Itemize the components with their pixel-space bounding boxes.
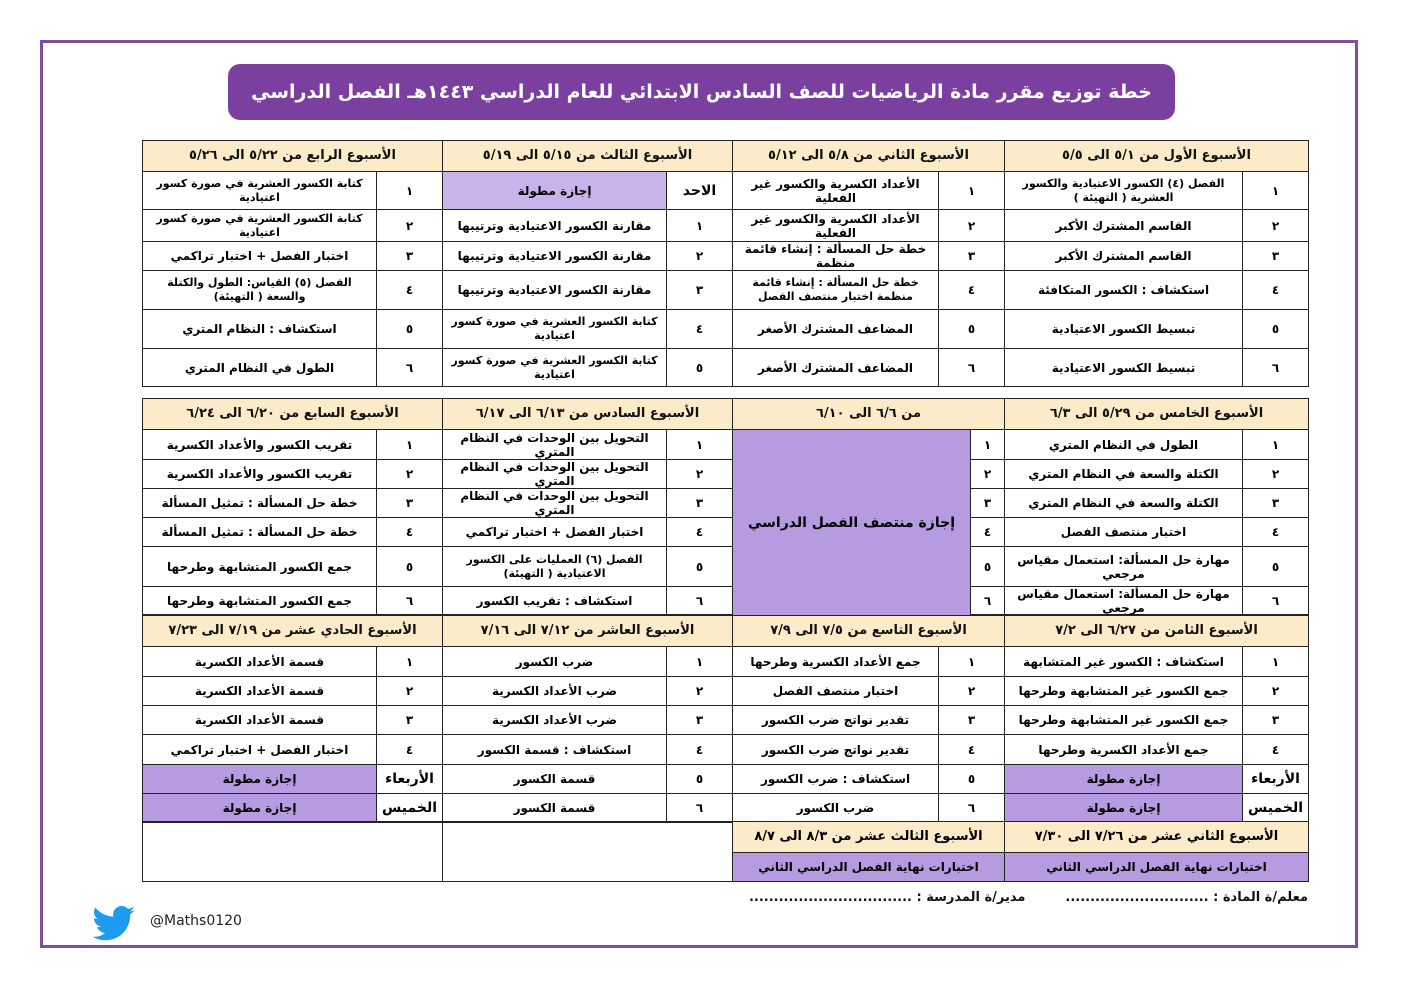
week-block [442,140,732,387]
lesson-title: إجازة مطولة [443,172,666,209]
week-block [442,398,732,615]
lesson-row [733,271,1004,310]
lesson-title: تقريب الكسور والأعداد الكسرية [166,437,353,452]
footer-signatures [749,890,1308,905]
lesson-number: ١ [376,430,442,459]
lesson-title: خطة حل المسألة : إنشاء قائمة منظمة [744,242,927,270]
week-header: الأسبوع الخامس من ٥/٢٩ الى ٦/٣ [1005,399,1308,430]
lesson-title: تبسيط الكسور الاعتيادية [1051,322,1196,336]
lesson-title: الكتلة والسعة في النظام المتري [1028,496,1219,510]
lesson-number: ٦ [938,794,1004,822]
week-header: الأسبوع الأول من ٥/١ الى ٥/٥ [1005,141,1308,172]
lesson-number: الخميس [376,794,442,822]
lesson-row [143,706,442,735]
lesson-title: اختبار منتصف الفصل [772,684,899,698]
lesson-number: ٥ [938,310,1004,348]
lesson-title: قسمة الكسور [513,801,596,815]
lesson-row [443,271,732,310]
principal-signature: مدير/ة المدرسة : ................................. [748,890,1026,905]
lesson-row [443,242,732,271]
lesson-number: ١ [1242,172,1308,209]
lesson-row [1005,242,1308,271]
lesson-row [1005,647,1308,677]
empty-cell [442,821,732,882]
lesson-title: ضرب الكسور [515,654,594,669]
lesson-title: قسمة الأعداد الكسرية [194,713,325,727]
lesson-row [1005,735,1308,765]
lesson-number: ٣ [666,489,732,517]
lesson-title: كتابة الكسور العشرية في صورة كسور اعتيادية [451,353,658,381]
lesson-number: ٤ [1242,735,1308,764]
week-header: الأسبوع الثالث من ٥/١٥ الى ٥/١٩ [443,141,732,172]
lesson-row [733,210,1004,242]
day-number: ٢ [970,460,1004,488]
week-header: الأسبوع الحادي عشر من ٧/١٩ الى ٧/٢٣ [143,616,442,647]
week-block [142,140,442,387]
lesson-row [1005,518,1308,547]
lesson-title: جمع الأعداد الكسرية وطرحها [750,654,921,669]
lesson-row [443,547,732,587]
lesson-title: مقارنة الكسور الاعتيادية وترتيبها [457,283,652,297]
lesson-title: خطة حل المسألة : تمثيل المسألة [161,525,358,539]
lesson-number: ٦ [1242,349,1308,386]
week-header: الأسبوع التاسع من ٧/٥ الى ٧/٩ [733,616,1004,647]
lesson-number: ٣ [666,271,732,309]
lesson-row [143,460,442,489]
lesson-number: ١ [666,647,732,676]
lesson-title: مقارنة الكسور الاعتيادية وترتيبها [457,249,652,263]
twitter-handle: @Maths0120 [150,913,242,929]
lesson-number: ٤ [1242,271,1308,309]
lesson-row [143,242,442,271]
empty-cell [142,821,442,882]
lesson-row [143,489,442,518]
exam-block [1004,821,1309,882]
lesson-title: الفصل (٤) الكسور الاعتيادية والكسور العشرية ( التهيئة ) [1022,176,1225,204]
lesson-number: ٦ [376,349,442,386]
lesson-title: اختبار الفصل + اختبار تراكمي [170,742,349,757]
lesson-number: ٢ [376,460,442,488]
lesson-number: الخميس [1242,794,1308,822]
lesson-title: المضاعف المشترك الأصغر [758,360,913,375]
lesson-title: إجازة مطولة [1086,801,1161,815]
week-header: الأسبوع الثاني عشر من ٧/٢٦ الى ٧/٣٠ [1005,822,1308,853]
lesson-row [733,242,1004,271]
lesson-number: ٣ [938,242,1004,270]
lesson-row [1005,349,1308,387]
lesson-number: ٢ [376,677,442,705]
lesson-row [1005,547,1308,587]
week-header: الأسبوع الثامن من ٦/٢٧ الى ٧/٢ [1005,616,1308,647]
lesson-row [143,172,442,210]
lesson-title: جمع الكسور غير المتشابهة وطرحها [1018,684,1229,698]
day-number: ٦ [970,587,1004,614]
lesson-row [1005,271,1308,310]
lesson-row [443,460,732,489]
lesson-title: مهارة حل المسألة: استعمال مقياس مرجعي [1017,552,1230,581]
lesson-title: الكتلة والسعة في النظام المتري [1028,467,1219,481]
lesson-number: ٥ [666,547,732,586]
lesson-title: قسمة الكسور [513,772,596,786]
lesson-title: الفصل (٥) القياس: الطول والكتلة والسعة ( التهيئة) [167,276,352,303]
lesson-row [733,647,1004,677]
lesson-row [443,210,732,242]
week-header: من ٦/٦ الى ٦/١٠ [733,399,1004,430]
lesson-number: ٦ [376,587,442,614]
lesson-title: القاسم المشترك الأكبر [1055,218,1192,233]
lesson-title: استكشاف : الكسور المتكافئة [1037,283,1210,297]
lesson-row [1005,172,1308,210]
lesson-row [143,794,442,823]
lesson-number: ٦ [938,349,1004,386]
lesson-number: ٢ [666,677,732,705]
lesson-title: جمع الأعداد الكسرية وطرحها [1038,742,1209,757]
lesson-row [733,172,1004,210]
teacher-signature: معلم/ة المادة : ............................. [1065,890,1308,905]
week-header: الأسبوع العاشر من ٧/١٢ الى ٧/١٦ [443,616,732,647]
lesson-number: الأربعاء [1242,765,1308,793]
lesson-number: ٥ [376,310,442,348]
lesson-number: ٣ [1242,489,1308,517]
lesson-number: ٢ [376,210,442,241]
lesson-row [733,310,1004,349]
lesson-number: ٤ [376,518,442,546]
lesson-row [443,735,732,765]
lesson-number: ٣ [938,706,1004,734]
lesson-row [443,489,732,518]
lesson-title: استكشاف : النظام المتري [182,322,337,336]
mid-break-block [732,398,1004,615]
lesson-row [1005,587,1308,615]
lesson-row [1005,210,1308,242]
mid-break-numbers [970,430,1004,615]
lesson-title: مهارة حل المسألة: استعمال مقياس مرجعي [1017,586,1230,615]
lesson-title: اختبار منتصف الفصل [1060,525,1187,539]
lesson-title: التحويل بين الوحدات في النظام المتري [460,430,649,459]
lesson-title: ضرب الأعداد الكسرية [492,713,617,727]
lesson-number: ١ [938,172,1004,209]
week-block [1004,615,1309,823]
lesson-number: ١ [938,647,1004,676]
lesson-number: ٤ [376,271,442,309]
lesson-title: الطول في النظام المتري [1048,437,1199,452]
exam-label: اختبارات نهاية الفصل الدراسي الثاني [733,853,1004,882]
week-block [1004,140,1309,387]
lesson-row [733,765,1004,794]
lesson-title: تقدير نواتج ضرب الكسور [761,742,910,757]
week-block [732,140,1004,387]
lesson-row [143,587,442,615]
lesson-number: ٢ [938,677,1004,705]
lesson-number: ٥ [666,765,732,793]
lesson-number: ٢ [1242,677,1308,705]
lesson-title: استكشاف : قسمة الكسور [477,742,632,757]
lesson-title: الطول في النظام المتري [184,360,335,375]
lesson-row [143,765,442,794]
lesson-number: ٣ [376,706,442,734]
lesson-title: تبسيط الكسور الاعتيادية [1051,360,1196,375]
week-block [142,398,442,615]
lesson-title: مقارنة الكسور الاعتيادية وترتيبها [457,218,652,233]
lesson-row [443,647,732,677]
lesson-number: الأربعاء [376,765,442,793]
lesson-number: ١ [1242,430,1308,459]
exam-label: اختبارات نهاية الفصل الدراسي الثاني [1005,853,1308,882]
lesson-number: ٥ [1242,547,1308,586]
lesson-number: ٣ [376,489,442,517]
lesson-number: ٣ [376,242,442,270]
lesson-title: الأعداد الكسرية والكسور غير الفعلية [751,176,920,205]
week-header: الأسبوع السابع من ٦/٢٠ الى ٦/٢٤ [143,399,442,430]
lesson-row [143,547,442,587]
lesson-row [143,647,442,677]
week-header: الأسبوع الثالث عشر من ٨/٣ الى ٨/٧ [733,822,1004,853]
lesson-number: ٢ [1242,460,1308,488]
lesson-number: ٤ [376,735,442,764]
lesson-title: استكشاف : تقريب الكسور [476,593,633,608]
lesson-number: ٤ [938,735,1004,764]
lesson-title: جمع الكسور المتشابهة وطرحها [167,559,352,574]
lesson-row [143,349,442,387]
lesson-row [1005,706,1308,735]
lesson-number: ٥ [666,349,732,386]
lesson-number: ٦ [666,794,732,822]
lesson-title: استكشاف : ضرب الكسور [760,772,911,786]
lesson-title: كتابة الكسور العشرية في صورة كسور اعتيادية [156,211,363,239]
lesson-number: الاحد [666,172,732,209]
lesson-number: ٥ [1242,310,1308,348]
lesson-row [143,735,442,765]
week-header: الأسبوع الثاني من ٥/٨ الى ٥/١٢ [733,141,1004,172]
lesson-row [143,430,442,460]
week-header: الأسبوع السادس من ٦/١٣ الى ٦/١٧ [443,399,732,430]
lesson-row [1005,460,1308,489]
lesson-number: ٥ [376,547,442,586]
lesson-title: استكشاف : الكسور غير المتشابهة [1023,654,1224,669]
lesson-row [1005,677,1308,706]
lesson-title: خطة حل المسألة : تمثيل المسألة [161,496,358,510]
lesson-title: قسمة الأعداد الكسرية [194,654,325,669]
lesson-title: خطة حل المسألة : إنشاء قائمة منظمة اختبار منتصف الفصل [752,276,919,303]
exam-block [732,821,1004,882]
lesson-title: جمع الكسور غير المتشابهة وطرحها [1018,713,1229,727]
lesson-row [1005,430,1308,460]
lesson-row [733,735,1004,765]
day-number: ١ [970,430,1004,459]
lesson-title: كتابة الكسور العشرية في صورة كسور اعتيادية [156,176,363,204]
lesson-number: ٣ [1242,242,1308,270]
day-number: ٥ [970,547,1004,586]
lesson-row [143,310,442,349]
lesson-row [443,349,732,387]
lesson-number: ٤ [938,271,1004,309]
lesson-title: كتابة الكسور العشرية في صورة كسور اعتيادية [451,315,658,342]
lesson-row [143,518,442,547]
lesson-number: ١ [666,210,732,241]
week-header: الأسبوع الرابع من ٥/٢٢ الى ٥/٢٦ [143,141,442,172]
lesson-number: ٢ [666,460,732,488]
lesson-title: إجازة مطولة [222,772,297,786]
lesson-row [443,587,732,615]
lesson-row [733,794,1004,823]
lesson-row [1005,765,1308,794]
lesson-row [443,677,732,706]
lesson-row [1005,489,1308,518]
lesson-row [143,271,442,310]
lesson-title: تقدير نواتج ضرب الكسور [761,713,910,727]
lesson-number: ٢ [938,210,1004,241]
lesson-row [443,430,732,460]
lesson-number: ١ [666,430,732,459]
lesson-row [733,677,1004,706]
day-number: ٣ [970,489,1004,517]
lesson-title: قسمة الأعداد الكسرية [194,684,325,698]
lesson-number: ١ [1242,647,1308,676]
lesson-number: ٤ [666,735,732,764]
twitter-icon [92,906,136,942]
mid-break-label: إجازة منتصف الفصل الدراسي [733,430,970,615]
page-title: خطة توزيع مقرر مادة الرياضيات للصف السادس الابتدائي للعام الدراسي ١٤٤٣هـ الفصل الدراسي [228,64,1175,120]
lesson-title: تقريب الكسور والأعداد الكسرية [166,467,353,481]
lesson-title: المضاعف المشترك الأصغر [758,322,913,336]
lesson-row [1005,310,1308,349]
lesson-number: ١ [376,172,442,209]
lesson-title: ضرب الكسور [796,801,875,815]
lesson-number: ٤ [1242,518,1308,546]
week-block [442,615,732,823]
lesson-row [443,706,732,735]
lesson-number: ٣ [666,706,732,734]
lesson-title: إجازة مطولة [222,801,297,815]
lesson-number: ٣ [1242,706,1308,734]
lesson-title: الأعداد الكسرية والكسور غير الفعلية [751,211,920,240]
week-block [732,615,1004,823]
lesson-number: ٢ [666,242,732,270]
lesson-title: الفصل (٦) العمليات على الكسور الاعتيادية ( التهيئة) [466,552,643,580]
lesson-title: اختبار الفصل + اختبار تراكمي [465,525,644,539]
lesson-title: ضرب الأعداد الكسرية [492,684,617,698]
lesson-row [443,794,732,823]
lesson-row [443,765,732,794]
lesson-number: ١ [376,647,442,676]
lesson-row [733,349,1004,387]
lesson-row [733,706,1004,735]
lesson-number: ٦ [666,587,732,614]
lesson-row [443,518,732,547]
lesson-row [143,210,442,242]
lesson-title: التحويل بين الوحدات في النظام المتري [460,489,649,517]
lesson-title: القاسم المشترك الأكبر [1055,249,1192,263]
lesson-row [443,172,732,210]
lesson-row [443,310,732,349]
week-block [142,615,442,823]
lesson-title: اختبار الفصل + اختبار تراكمي [170,249,349,263]
lesson-row [1005,794,1308,823]
lesson-title: التحويل بين الوحدات في النظام المتري [460,460,649,488]
lesson-number: ٤ [666,518,732,546]
lesson-number: ٦ [1242,587,1308,614]
lesson-number: ٥ [938,765,1004,793]
lesson-number: ٢ [1242,210,1308,241]
lesson-title: جمع الكسور المتشابهة وطرحها [167,593,352,608]
week-block [1004,398,1309,615]
lesson-title: إجازة مطولة [1086,772,1161,786]
day-number: ٤ [970,518,1004,546]
schedule-grid [142,140,1309,882]
lesson-row [143,677,442,706]
lesson-number: ٤ [666,310,732,348]
